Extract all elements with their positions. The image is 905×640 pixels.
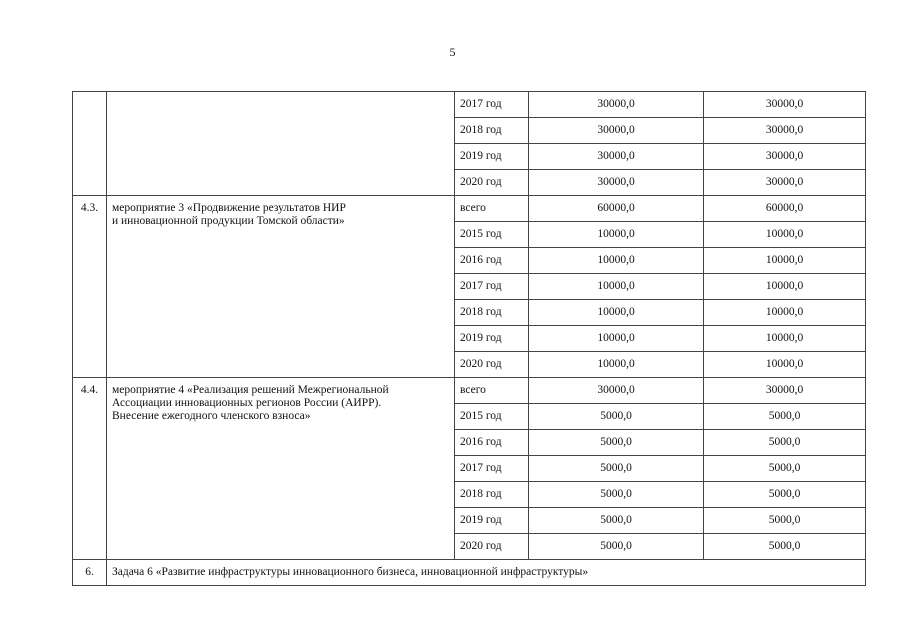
table-row (73, 196, 866, 222)
item-number: 4.4. (73, 378, 107, 560)
period-cell: 2020 год (455, 352, 529, 378)
amount-cell-2: 30000,0 (704, 378, 866, 404)
item-number (73, 92, 107, 196)
period-cell: 2015 год (455, 222, 529, 248)
amount-cell-1: 30000,0 (529, 170, 704, 196)
table-row (73, 378, 866, 404)
amount-cell-2: 30000,0 (704, 118, 866, 144)
amount-cell-1: 10000,0 (529, 326, 704, 352)
amount-cell-2: 30000,0 (704, 92, 866, 118)
table-row (73, 92, 866, 118)
period-cell: 2016 год (455, 430, 529, 456)
period-cell: 2017 год (455, 274, 529, 300)
amount-cell-1: 60000,0 (529, 196, 704, 222)
amount-cell-2: 10000,0 (704, 300, 866, 326)
period-cell: 2019 год (455, 326, 529, 352)
period-cell: всего (455, 196, 529, 222)
amount-cell-2: 30000,0 (704, 144, 866, 170)
amount-cell-2: 10000,0 (704, 326, 866, 352)
page-number: 5 (449, 45, 456, 59)
table-body (73, 92, 866, 586)
amount-cell-1: 5000,0 (529, 430, 704, 456)
item-description (107, 92, 455, 196)
amount-cell-2: 10000,0 (704, 248, 866, 274)
item-number: 4.3. (73, 196, 107, 378)
task-number: 6. (73, 560, 107, 586)
period-cell: 2020 год (455, 170, 529, 196)
amount-cell-1: 30000,0 (529, 118, 704, 144)
amount-cell-2: 30000,0 (704, 170, 866, 196)
period-cell: 2018 год (455, 118, 529, 144)
amount-cell-1: 10000,0 (529, 222, 704, 248)
period-cell: 2016 год (455, 248, 529, 274)
amount-cell-1: 5000,0 (529, 534, 704, 560)
amount-cell-2: 10000,0 (704, 274, 866, 300)
amount-cell-1: 5000,0 (529, 456, 704, 482)
period-cell: 2018 год (455, 482, 529, 508)
amount-cell-1: 10000,0 (529, 248, 704, 274)
amount-cell-2: 5000,0 (704, 534, 866, 560)
task-title: Задача 6 «Развитие инфраструктуры инновационного бизнеса, инновационной инфраструктуры» (107, 560, 866, 586)
budget-table (72, 91, 866, 586)
amount-cell-2: 5000,0 (704, 456, 866, 482)
amount-cell-2: 5000,0 (704, 404, 866, 430)
amount-cell-1: 10000,0 (529, 352, 704, 378)
period-cell: 2019 год (455, 144, 529, 170)
period-cell: 2017 год (455, 456, 529, 482)
amount-cell-1: 5000,0 (529, 404, 704, 430)
item-description: мероприятие 3 «Продвижение результатов НИР и инновационной продукции Томской области» (107, 196, 455, 378)
period-cell: 2020 год (455, 534, 529, 560)
amount-cell-2: 60000,0 (704, 196, 866, 222)
amount-cell-1: 30000,0 (529, 92, 704, 118)
task-row (73, 560, 866, 586)
period-cell: 2018 год (455, 300, 529, 326)
amount-cell-1: 30000,0 (529, 378, 704, 404)
period-cell: всего (455, 378, 529, 404)
period-cell: 2017 год (455, 92, 529, 118)
period-cell: 2019 год (455, 508, 529, 534)
amount-cell-2: 5000,0 (704, 508, 866, 534)
amount-cell-2: 10000,0 (704, 352, 866, 378)
period-cell: 2015 год (455, 404, 529, 430)
amount-cell-1: 5000,0 (529, 482, 704, 508)
amount-cell-1: 30000,0 (529, 144, 704, 170)
amount-cell-1: 10000,0 (529, 300, 704, 326)
amount-cell-1: 10000,0 (529, 274, 704, 300)
amount-cell-2: 5000,0 (704, 482, 866, 508)
amount-cell-2: 5000,0 (704, 430, 866, 456)
amount-cell-1: 5000,0 (529, 508, 704, 534)
amount-cell-2: 10000,0 (704, 222, 866, 248)
item-description: мероприятие 4 «Реализация решений Межрегиональной Ассоциации инновационных регионов России (АИРР). Внесение ежегодного членского взноса» (107, 378, 455, 560)
